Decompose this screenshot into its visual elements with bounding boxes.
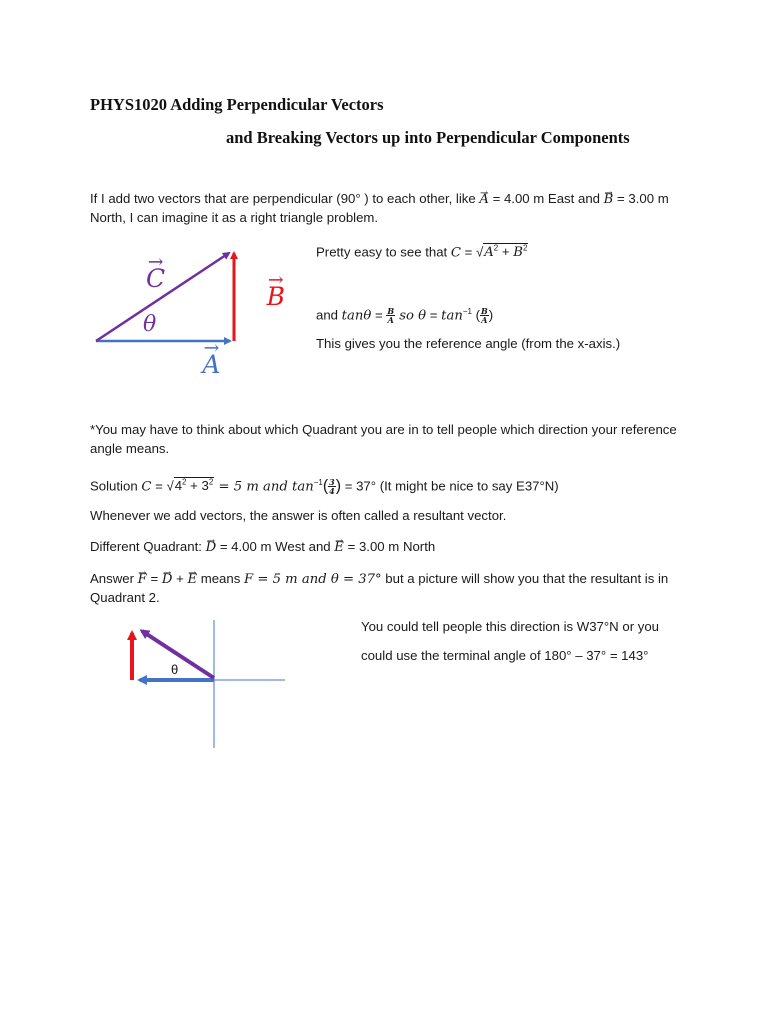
intro-line-2: North, I can imagine it as a right triangle problem. bbox=[90, 210, 379, 225]
page-title: PHYS1020 Adding Perpendicular Vectors bbox=[90, 95, 384, 114]
vector-a-symbol: → A bbox=[479, 191, 489, 209]
solution-line: Solution $C = √4^2 + 3^2 = 5$ m and $\tan^{-1}$( $\frac{3}{4}$ ) = 37° (It might be nice to say E37°N) bbox=[90, 477, 559, 497]
diagram1-theta: θ bbox=[143, 312, 157, 337]
vector-triangle-diagram bbox=[80, 240, 280, 380]
angle-formula: and tanθ = $\frac{B}{A}$ so $\theta = \tan^{-1}$ ( $\frac{B}{A}$ ) bbox=[316, 306, 494, 326]
resultant-definition: Whenever we add vectors, the answer is often called a resultant vector. bbox=[90, 508, 507, 523]
answer-line-1: Answer → F = → D + → E means F = 5 m and θ = 37° but a picture will show you that the resultant is in bbox=[90, 570, 668, 589]
quadrant-note-line-2: angle means. bbox=[90, 441, 170, 456]
intro-line-1: If I add two vectors that are perpendicular (90° ) to each other, like → A = 4.00 m East and → B = 3.00 m bbox=[90, 190, 669, 209]
direction-line-1: You could tell people this direction is W37°N or you bbox=[361, 619, 660, 634]
diagram1-label-a: → A bbox=[202, 350, 220, 379]
different-quadrant-line: Different Quadrant: → D = 4.00 m West and → E = 3.00 m North bbox=[90, 538, 435, 557]
magnitude-formula: Pretty easy to see that $C = √A^2 + B^2$ bbox=[316, 244, 528, 261]
reference-angle-note: This gives you the reference angle (from the x-axis.) bbox=[316, 336, 621, 351]
answer-line-2: Quadrant 2. bbox=[90, 590, 160, 605]
diagram1-label-c: → C bbox=[146, 264, 165, 293]
quadrant-note-line-1: *You may have to think about which Quadrant you are in to tell people which direction your reference bbox=[90, 422, 677, 437]
diagram2-theta: θ bbox=[171, 662, 179, 677]
page-subtitle: and Breaking Vectors up into Perpendicular Components bbox=[226, 128, 630, 147]
vector-b-symbol: → B bbox=[604, 191, 614, 209]
quadrant-2-diagram bbox=[120, 615, 300, 755]
vector-e-symbol: → E bbox=[334, 539, 344, 557]
diagram1-label-b: → B bbox=[267, 282, 285, 311]
vector-d-symbol: → D bbox=[206, 539, 217, 557]
direction-line-2: could use the terminal angle of 180° – 37° = 143° bbox=[361, 648, 649, 663]
